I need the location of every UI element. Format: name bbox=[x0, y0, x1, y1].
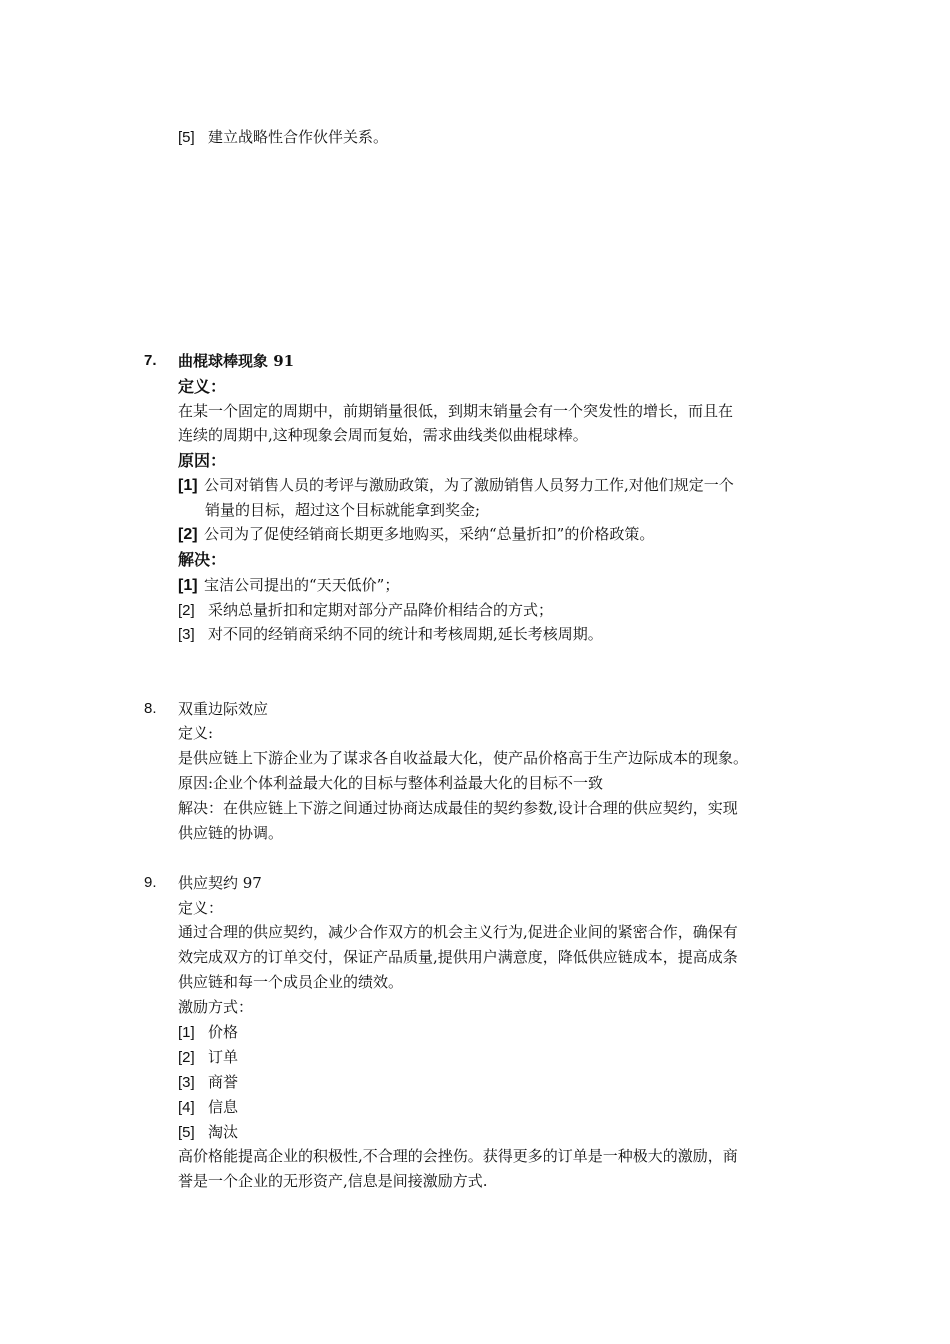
item-label: [2] bbox=[178, 602, 195, 619]
list-item bbox=[178, 1122, 238, 1143]
list-item bbox=[178, 475, 734, 496]
solution-line: 供应链的协调。 bbox=[178, 824, 284, 842]
list-item bbox=[178, 1097, 238, 1118]
item-text: 价格 bbox=[208, 1023, 239, 1041]
list-item bbox=[178, 524, 654, 545]
list-item bbox=[178, 1072, 238, 1093]
cause-line: 原因:企业个体利益最大化的目标与整体利益最大化的目标不一致 bbox=[178, 774, 604, 792]
item-label: [4] bbox=[178, 1099, 195, 1116]
list-item bbox=[178, 127, 388, 148]
item-text: 对不同的经销商采纳不同的统计和考核周期,延长考核周期。 bbox=[208, 625, 603, 643]
list-item bbox=[178, 1047, 238, 1068]
section-title: 供应契约 97 bbox=[178, 874, 262, 892]
item-text: 采纳总量折扣和定期对部分产品降价相结合的方式； bbox=[208, 601, 554, 619]
list-item bbox=[178, 624, 603, 645]
list-item bbox=[178, 575, 399, 596]
definition-line: 供应链和每一个成员企业的绩效。 bbox=[178, 973, 404, 991]
item-label: [1] bbox=[178, 1024, 195, 1041]
item-label: [2] bbox=[178, 526, 198, 543]
item-label: [1] bbox=[178, 477, 198, 494]
section-number: 9. bbox=[144, 874, 157, 891]
item-text: 信息 bbox=[208, 1098, 239, 1116]
definition-line: 在某一个固定的周期中，前期销量很低，到期末销量会有一个突发性的增长，而且在 bbox=[178, 402, 734, 420]
item-text: 公司对销售人员的考评与激励政策，为了激励销售人员努力工作,对他们规定一个 bbox=[204, 476, 734, 494]
list-item bbox=[178, 1022, 238, 1043]
list-item bbox=[178, 600, 553, 621]
closing-line: 高价格能提高企业的积极性,不合理的会挫伤。获得更多的订单是一种极大的激励，商 bbox=[178, 1147, 738, 1165]
item-label: [5] bbox=[178, 129, 195, 146]
item-continuation: 销量的目标，超过这个目标就能拿到奖金; bbox=[205, 501, 481, 519]
section-number: 7. bbox=[144, 352, 157, 369]
solution-heading: 解决： bbox=[178, 550, 227, 569]
definition-line: 通过合理的供应契约，减少合作双方的机会主义行为,促进企业间的紧密合作，确保有 bbox=[178, 923, 738, 941]
item-label: [2] bbox=[178, 1049, 195, 1066]
closing-line: 誉是一个企业的无形资产,信息是间接激励方式. bbox=[178, 1172, 488, 1190]
item-label: [3] bbox=[178, 1074, 195, 1091]
item-label: [5] bbox=[178, 1124, 195, 1141]
definition-line: 是供应链上下游企业为了谋求各自收益最大化，使产品价格高于生产边际成本的现象。 bbox=[178, 749, 749, 767]
item-text: 宝洁公司提出的“天天低价”； bbox=[204, 576, 400, 594]
section-title: 双重边际效应 bbox=[178, 700, 269, 718]
item-text: 建立战略性合作伙伴关系。 bbox=[208, 128, 389, 146]
definition-heading: 定义： bbox=[178, 899, 224, 917]
incentive-heading: 激励方式： bbox=[178, 998, 254, 1016]
section-title: 曲棍球棒现象 91 bbox=[178, 352, 295, 370]
item-text: 订单 bbox=[208, 1048, 239, 1066]
definition-line: 连续的周期中,这种现象会周而复始，需求曲线类似曲棍球棒。 bbox=[178, 426, 588, 444]
section-number: 8. bbox=[144, 700, 157, 717]
item-text: 公司为了促使经销商长期更多地购买，采纳“总量折扣”的价格政策。 bbox=[204, 525, 655, 543]
definition-heading: 定义: bbox=[178, 724, 214, 742]
definition-line: 效完成双方的订单交付，保证产品质量,提供用户满意度，降低供应链成本，提高成条 bbox=[178, 948, 738, 966]
definition-heading: 定义： bbox=[178, 377, 227, 396]
item-text: 商誉 bbox=[208, 1073, 239, 1091]
cause-heading: 原因： bbox=[178, 451, 227, 470]
item-label: [1] bbox=[178, 577, 198, 594]
item-label: [3] bbox=[178, 626, 195, 643]
solution-line: 解决：在供应链上下游之间通过协商达成最佳的契约参数,设计合理的供应契约，实现 bbox=[178, 799, 738, 817]
item-text: 淘汰 bbox=[208, 1123, 239, 1141]
